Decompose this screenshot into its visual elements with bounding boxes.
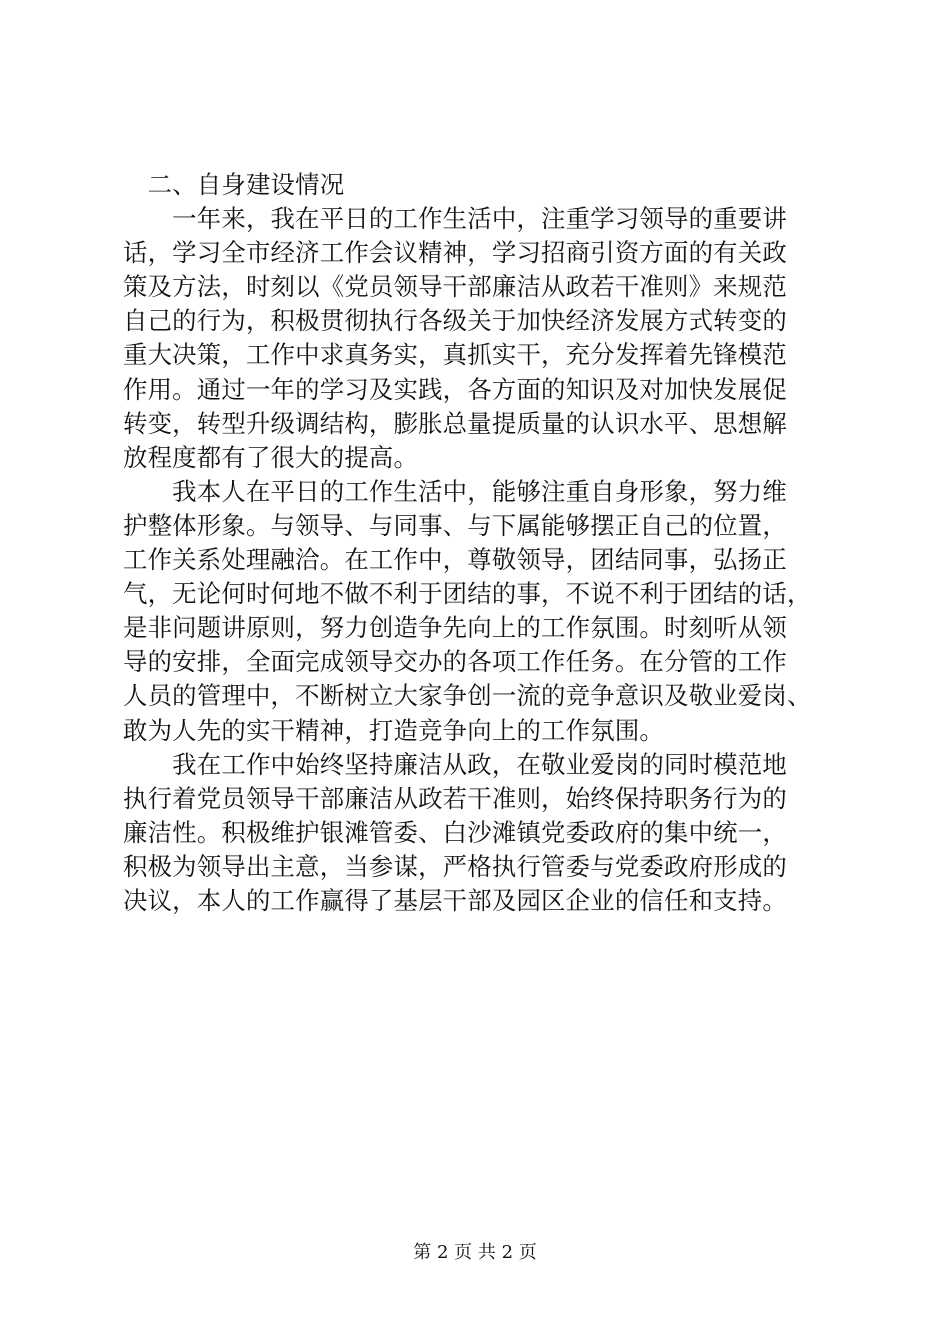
text-line: 作用。通过一年的学习及实践，各方面的知识及对加快发展促 xyxy=(123,374,787,404)
text-line: 护整体形象。与领导、与同事、与下属能够摆正自己的位置， xyxy=(123,510,787,540)
text-line: 我本人在平日的工作生活中，能够注重自身形象，努力维 xyxy=(123,476,787,506)
document-body xyxy=(123,168,843,918)
text-line: 转变，转型升级调结构，膨胀总量提质量的认识水平、思想解 xyxy=(123,408,787,438)
text-line: 工作关系处理融洽。在工作中，尊敬领导，团结同事，弘扬正 xyxy=(123,545,787,575)
text-line: 气，无论何时何地不做不利于团结的事，不说不利于团结的话， xyxy=(123,579,812,609)
text-line: 是非问题讲原则，努力创造争先向上的工作氛围。时刻听从领 xyxy=(123,613,787,643)
text-line: 导的安排，全面完成领导交办的各项工作任务。在分管的工作 xyxy=(123,647,787,677)
text-line: 自己的行为，积极贯彻执行各级关于加快经济发展方式转变的 xyxy=(123,306,787,336)
section-heading: 二、自身建设情况 xyxy=(123,170,345,199)
text-line: 话，学习全市经济工作会议精神，学习招商引资方面的有关政 xyxy=(123,238,787,268)
text-line: 放程度都有了很大的提高。 xyxy=(123,442,419,472)
text-line: 执行着党员领导干部廉洁从政若干准则，始终保持职务行为的 xyxy=(123,783,787,813)
page-number-footer: 第 2 页 共 2 页 xyxy=(413,1242,537,1263)
text-line: 我在工作中始终坚持廉洁从政，在敬业爱岗的同时模范地 xyxy=(123,749,787,779)
text-line: 重大决策，工作中求真务实，真抓实干，充分发挥着先锋模范 xyxy=(123,340,787,370)
text-line: 廉洁性。积极维护银滩管委、白沙滩镇党委政府的集中统一， xyxy=(123,817,787,847)
text-line: 积极为领导出主意，当参谋，严格执行管委与党委政府形成的 xyxy=(123,851,787,881)
text-line: 一年来，我在平日的工作生活中，注重学习领导的重要讲 xyxy=(123,204,787,234)
text-line: 人员的管理中，不断树立大家争创一流的竞争意识及敬业爱岗、 xyxy=(123,681,812,711)
text-line: 策及方法，时刻以《党员领导干部廉洁从政若干准则》来规范 xyxy=(123,272,787,302)
text-line: 敢为人先的实干精神，打造竞争向上的工作氛围。 xyxy=(123,715,664,745)
text-line: 决议，本人的工作赢得了基层干部及园区企业的信任和支持。 xyxy=(123,885,787,915)
